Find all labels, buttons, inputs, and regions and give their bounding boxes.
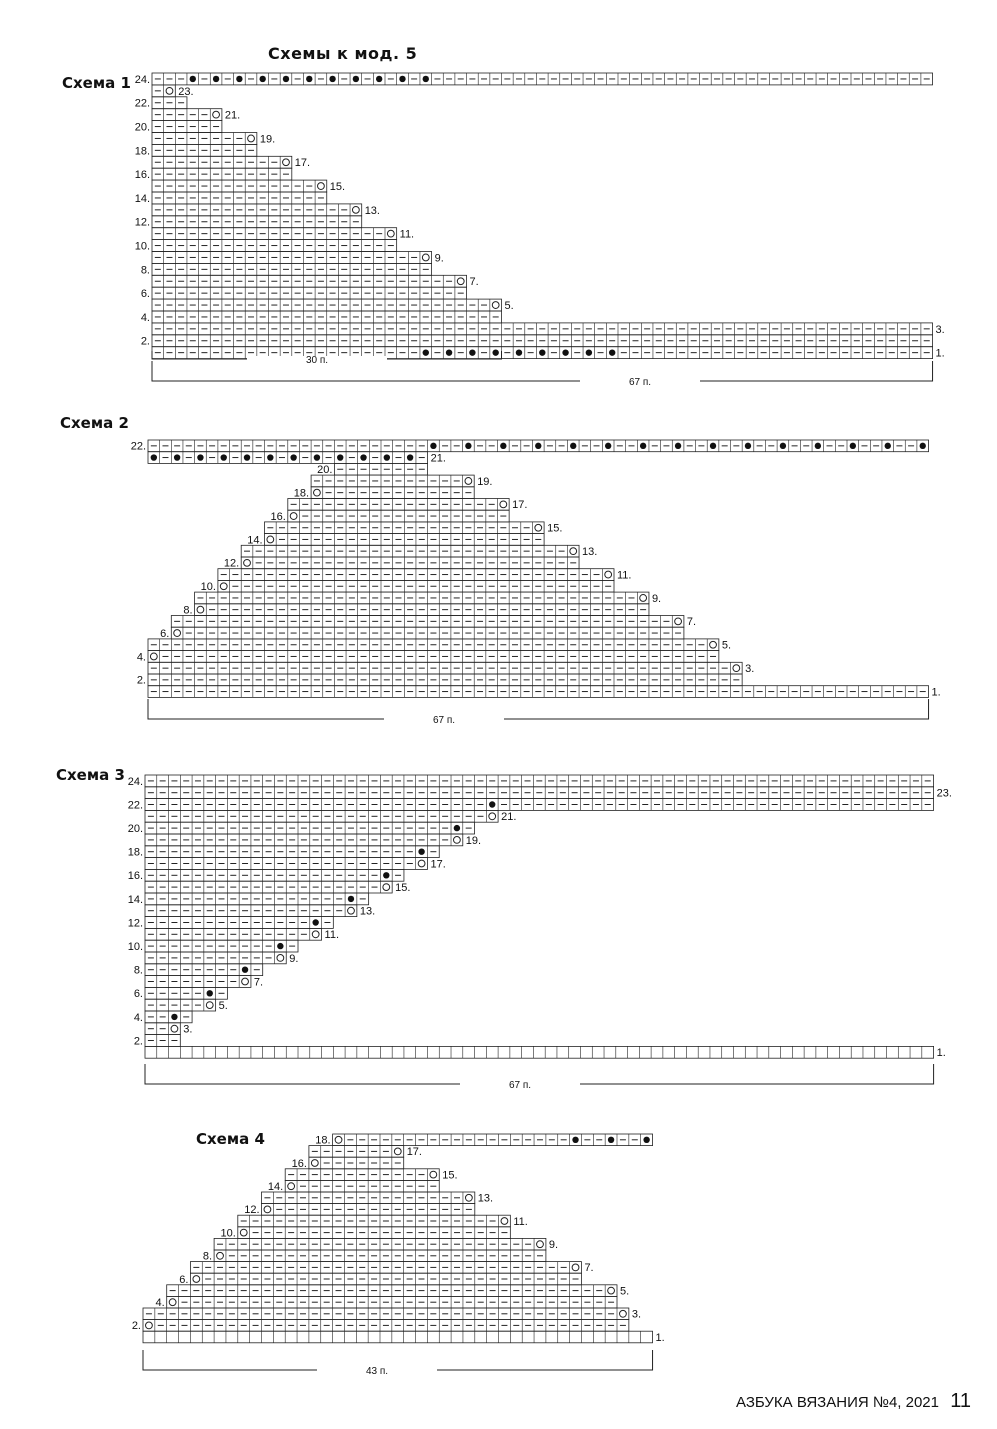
scheme-4-row-label-14: 14. [267, 1181, 284, 1193]
scheme-2-total-label: 67 п. [432, 715, 456, 726]
scheme-3-row-label-15: 15. [395, 882, 411, 894]
scheme-1-row-label-5: 5. [504, 300, 514, 312]
scheme-2-row-label-5: 5. [721, 639, 732, 652]
scheme-1-row-label-11: 11. [399, 228, 415, 241]
scheme-2-row-label-1: 1. [931, 686, 941, 699]
scheme-4-row-label-7: 7. [584, 1262, 594, 1275]
scheme-4-row-label-15: 15. [442, 1169, 458, 1182]
scheme-1-row-label-10: 10. [134, 240, 150, 253]
scheme-4-row-label-12: 12. [244, 1204, 260, 1217]
scheme-1-row-label-20: 20. [134, 121, 150, 134]
scheme-4-row-label-16: 16. [291, 1157, 307, 1170]
scheme-1-row-label-14: 14. [134, 192, 150, 205]
scheme-2-row-label-12: 12. [223, 557, 240, 570]
scheme-4-row-label-8: 8. [202, 1250, 213, 1263]
scheme-4-row-1 [143, 1331, 653, 1343]
scheme-1-row-label-1: 1. [935, 347, 945, 360]
magazine-footer: АЗБУКА ВЯЗАНИЯ №4, 2021 [736, 1394, 939, 1411]
scheme-4-row-label-17: 17. [406, 1146, 422, 1159]
scheme-3-row-label-13: 13. [359, 905, 376, 918]
scheme-4-row-label-3: 3. [631, 1308, 642, 1321]
scheme-2-row-label-20: 20. [317, 464, 333, 477]
scheme-3-row-label-4: 4. [133, 1011, 143, 1024]
scheme-2-row-label-6: 6. [160, 627, 170, 640]
scheme-2-row-label-17: 17. [512, 499, 528, 512]
scheme-1-row-label-18: 18. [134, 145, 150, 158]
scheme-3-title: Схема 3 [56, 766, 125, 784]
scheme-3-row-label-2: 2. [133, 1035, 143, 1048]
scheme-3-row-label-12: 12. [127, 917, 143, 930]
scheme-3-row-label-7: 7. [253, 976, 264, 989]
scheme-1-total-label: 67 п. [628, 377, 652, 388]
scheme-2-row-label-7: 7. [686, 616, 697, 629]
scheme-2-row-label-2: 2. [136, 674, 146, 687]
scheme-2-row-label-16: 16. [270, 510, 286, 523]
scheme-4-row-label-10: 10. [220, 1227, 236, 1240]
scheme-3-row-label-18: 18. [127, 846, 143, 859]
scheme-1-row-label-22: 22. [134, 97, 150, 110]
scheme-1-row-label-13: 13. [364, 204, 380, 217]
scheme-4-row-label-9: 9. [548, 1239, 559, 1251]
scheme-2-row-label-15: 15. [547, 522, 563, 535]
scheme-4-row-label-2: 2. [131, 1320, 141, 1333]
scheme-4-total-label: 43 п. [365, 1366, 389, 1377]
scheme-4-row-label-5: 5. [620, 1285, 630, 1298]
scheme-3-row-label-24: 24. [127, 775, 143, 788]
scheme-1-row-label-15: 15. [329, 181, 346, 193]
scheme-1-row-label-19: 19. [259, 133, 276, 146]
scheme-3-row-label-9: 9. [289, 952, 299, 965]
scheme-2-row-label-18: 18. [293, 487, 310, 500]
scheme-1-row-label-17: 17. [294, 157, 311, 170]
scheme-4-row-label-13: 13. [477, 1192, 494, 1205]
scheme-2-row-label-3: 3. [745, 663, 755, 675]
scheme-3-row-label-19: 19. [465, 834, 482, 847]
scheme-1-row-label-9: 9. [434, 252, 444, 265]
scheme-3-row-label-17: 17. [430, 858, 446, 871]
scheme-3-row-label-3: 3. [183, 1023, 193, 1036]
scheme-4-row-label-18: 18. [315, 1134, 331, 1147]
scheme-4-row-label-4: 4. [155, 1297, 165, 1309]
scheme-3-row-label-23: 23. [936, 787, 952, 800]
scheme-2-row-label-19: 19. [477, 475, 493, 488]
scheme-1-row-label-16: 16. [134, 169, 150, 182]
scheme-4-row-label-1: 1. [655, 1331, 665, 1344]
scheme-3-row-label-16: 16. [127, 870, 143, 883]
scheme-2-row-label-11: 11. [617, 569, 632, 582]
scheme-3-row-label-22: 22. [127, 799, 143, 812]
scheme-1-sub-label: 30 п. [305, 355, 329, 366]
scheme-3-row-label-20: 20. [127, 823, 143, 835]
scheme-1-row-label-4: 4. [140, 311, 150, 324]
scheme-3-row-label-14: 14. [127, 893, 143, 906]
scheme-2-row-label-4: 4. [136, 651, 146, 664]
scheme-3-row-1 [145, 1046, 934, 1058]
scheme-2-row-label-8: 8. [183, 604, 193, 617]
scheme-2-row-label-22: 22. [130, 440, 146, 453]
scheme-2-title: Схема 2 [60, 414, 129, 432]
page-title: Схемы к мод. 5 [268, 44, 418, 63]
scheme-1-row-label-3: 3. [935, 323, 945, 336]
scheme-1-row-label-23: 23. [178, 85, 194, 98]
scheme-4-title: Схема 4 [196, 1130, 265, 1148]
scheme-1-row-label-21: 21. [224, 109, 241, 122]
scheme-3-row-label-6: 6. [133, 988, 143, 1001]
scheme-2-row-label-9: 9. [651, 592, 662, 605]
scheme-4-row-label-6: 6. [179, 1273, 189, 1286]
scheme-1-row-label-24: 24. [134, 73, 150, 86]
scheme-3-row-label-5: 5. [218, 1000, 228, 1012]
scheme-2-row-label-10: 10. [200, 581, 216, 594]
scheme-1-row-label-6: 6. [140, 288, 150, 301]
scheme-3-row-label-11: 11. [324, 929, 340, 942]
scheme-2-row-label-21: 21. [430, 452, 446, 465]
scheme-3-total-label: 67 п. [508, 1080, 532, 1091]
scheme-1-total-bracket [152, 361, 933, 381]
scheme-1-title: Схема 1 [62, 74, 131, 92]
scheme-1-row-label-12: 12. [134, 216, 150, 229]
scheme-1-row-label-8: 8. [140, 264, 150, 277]
scheme-3-row-label-8: 8. [133, 964, 143, 977]
scheme-2-row-label-14: 14. [247, 534, 263, 547]
scheme-4-row-label-11: 11. [513, 1215, 528, 1228]
scheme-3-row-label-1: 1. [936, 1047, 946, 1060]
scheme-1-row-label-7: 7. [469, 276, 479, 289]
scheme-3-row-label-21: 21. [501, 811, 517, 824]
scheme-2-row-label-13: 13. [582, 546, 598, 558]
scheme-2-total-bracket [148, 699, 929, 719]
scheme-3-row-label-10: 10. [127, 941, 143, 953]
page-number: 11 [950, 1390, 971, 1412]
scheme-1-row-label-2: 2. [140, 335, 150, 348]
